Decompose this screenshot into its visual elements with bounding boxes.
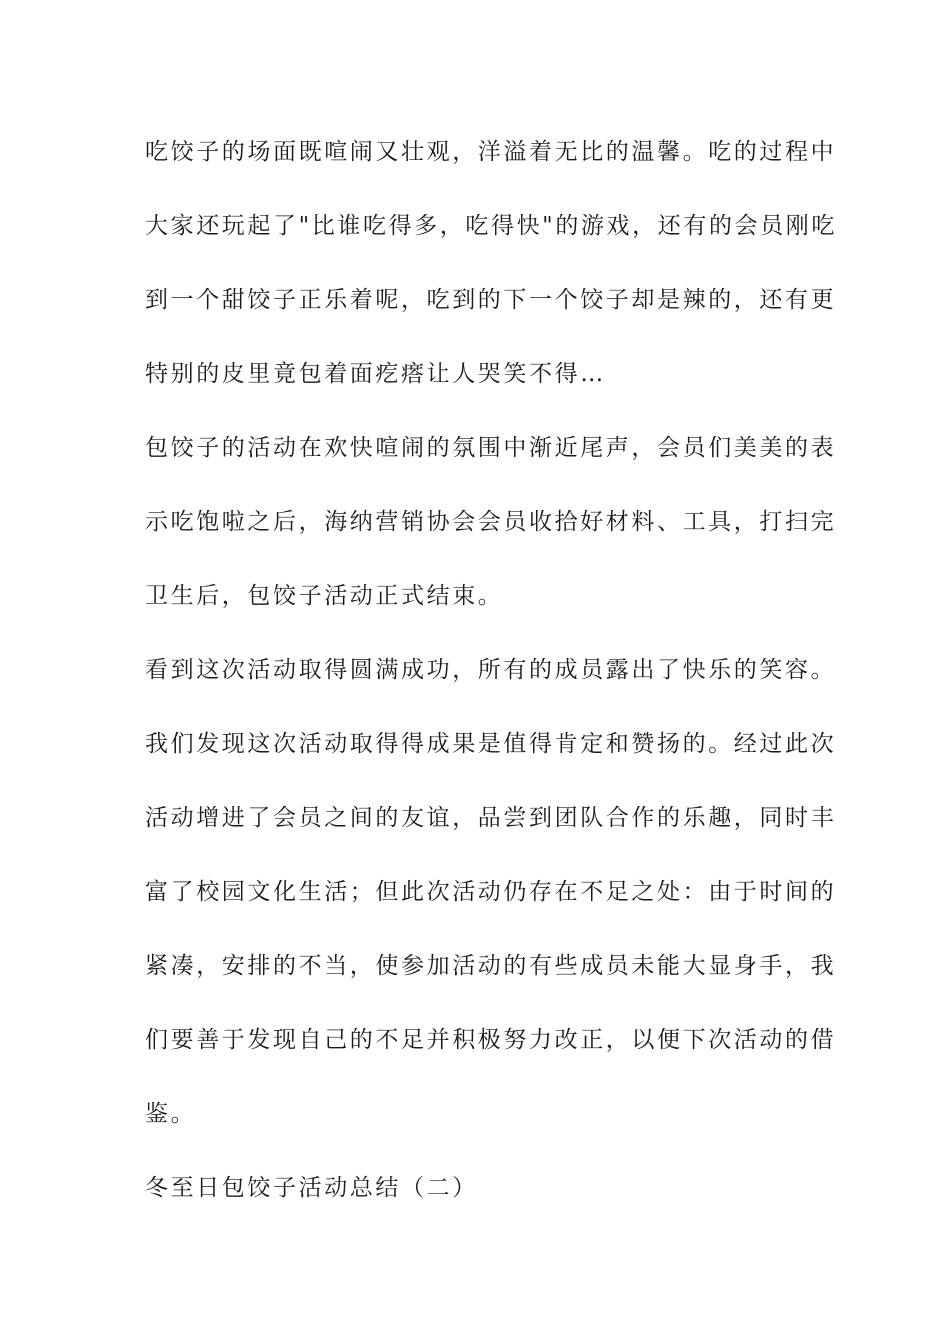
- text-line: 鉴。: [145, 1101, 197, 1127]
- text-line: 卫生后，包饺子活动正式结束。: [145, 583, 504, 609]
- text-line: 紧凑，安排的不当，使参加活动的有些成员未能大显身手，我: [145, 953, 837, 979]
- section-heading: 冬至日包饺子活动总结（二）: [145, 1175, 478, 1201]
- text-line: 大家还玩起了"比谁吃得多，吃得快"的游戏，还有的会员刚吃: [145, 213, 837, 239]
- text-line: 富了校园文化生活；但此次活动仍存在不足之处：由于时间的: [145, 879, 837, 905]
- text-line: 们要善于发现自己的不足并积极努力改正，以便下次活动的借: [145, 1027, 837, 1053]
- text-line: 我们发现这次活动取得得成果是值得肯定和赞扬的。经过此次: [145, 731, 837, 757]
- text-line: 包饺子的活动在欢快喧闹的氛围中渐近尾声，会员们美美的表: [145, 435, 837, 461]
- text-line: 活动增进了会员之间的友谊，品尝到团队合作的乐趣，同时丰: [145, 805, 837, 831]
- text-line: 示吃饱啦之后，海纳营销协会会员收拾好材料、工具，打扫完: [145, 509, 837, 535]
- text-line: 到一个甜饺子正乐着呢，吃到的下一个饺子却是辣的，还有更: [145, 287, 837, 313]
- text-line: 特别的皮里竟包着面疙瘩让人哭笑不得…: [145, 361, 606, 387]
- text-line: 看到这次活动取得圆满成功，所有的成员露出了快乐的笑容。: [145, 657, 837, 683]
- text-line: 吃饺子的场面既喧闹又壮观，洋溢着无比的温馨。吃的过程中: [145, 139, 837, 165]
